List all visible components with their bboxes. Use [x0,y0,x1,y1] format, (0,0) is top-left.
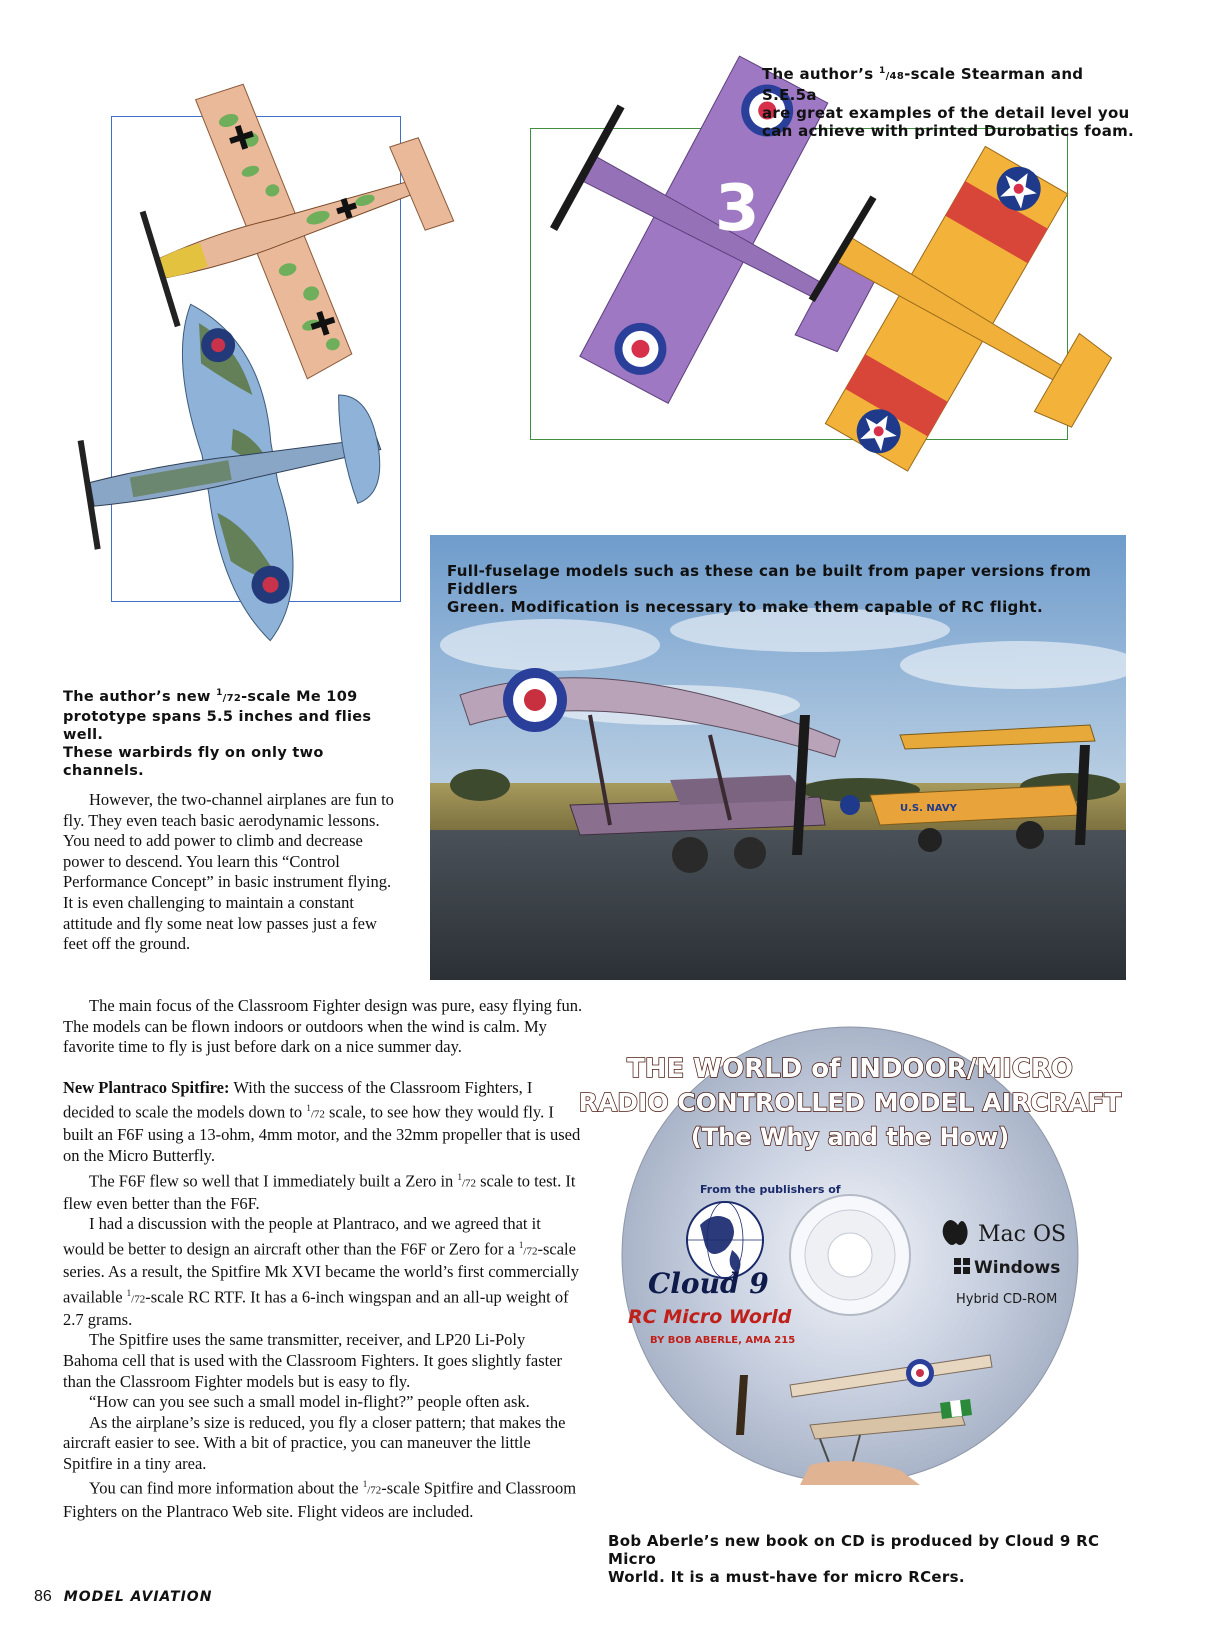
caption-text: The author’s new [63,688,217,705]
fraction-numerator: 1 [306,1103,311,1114]
article-paragraph [63,1078,583,1167]
fraction-numerator: 1 [362,1479,368,1490]
article-paragraph: The main focus of the Classroom Fighter design was pure, easy flying fun. The models can be flown indoors or outdoors when the wind is calm. My favorite time to fly is just before dark on a nice summer day. [63,996,583,1057]
se5a-number-marking: 3 [715,172,760,246]
article-paragraph [63,1214,583,1330]
caption-me109 [63,684,403,780]
section-lead: New Plantraco Spitfire: [63,1077,230,1097]
cd-brand-rc-micro-world: RC Micro World [628,1306,792,1328]
caption-text: prototype spans 5.5 inches and flies well. [63,708,372,743]
article-paragraph: However, the two-channel airplanes are fun to fly. They even teach basic aerodynamic lessons. You need to add power to climb and decrease power to descend. You learn this “Control Performance Concept” in basic instrument flying. It is even challenging to maintain a constant attitude and fly some neat low passes just a few feet off the ground. [63,790,394,954]
text-run: -scale series. As a result, the Spitfire Mk XVI became the world’s first commercially available [63,1239,579,1307]
page-number: 86 [34,1588,52,1605]
text-run: With the success of the Classroom Fighters, I decided to scale the models down to [63,1077,533,1122]
text-run: You can find more information about the [89,1478,363,1498]
article-column-top [63,790,403,955]
cd-brand-cloud9: Cloud 9 [648,1267,769,1300]
cd-title-line-1: THE WORLD of INDOOR/MICRO [626,1054,1074,1084]
text-run: The F6F flew so well that I immediately built a Zero in [89,1171,458,1191]
stearman-side-marking: U.S. NAVY [900,803,957,814]
cd-title-line-2: RADIO CONTROLLED MODEL AIRCRAFT [578,1088,1122,1117]
article-paragraph: The Spitfire uses the same transmitter, receiver, and LP20 Li-Poly Bahoma cell that is used with the Classroom Fighters. It goes slightly faster than the Classroom Fighter models but is easy to fly. [63,1330,563,1391]
fraction-denominator: /72 [131,1293,146,1306]
text-run: scale, to see how they would fly. I built an F6F using a 13-ohm, 4mm motor, and the 32mm propeller that is used on the Micro Butterfly. [63,1102,581,1166]
stearman-model-image [775,140,1110,470]
article-paragraph [63,1474,583,1522]
cd-os-windows: Windows [974,1258,1061,1278]
caption-text: World. It is a must-have for micro RCers. [608,1568,965,1586]
cd-os-mac: Mac OS [978,1222,1067,1247]
magazine-name: MODEL AVIATION [63,1589,213,1605]
fraction-denominator: /72 [461,1177,476,1190]
caption-text: Green. Modification is necessary to make them capable of RC flight. [447,598,1044,616]
fraction-numerator: 1 [216,688,223,698]
caption-text: -scale Me 109 [241,688,358,705]
caption-stearman-se5a [762,62,1142,140]
caption-text: Full-fuselage models such as these can be built from paper versions from Fiddlers [447,562,1092,598]
fraction-denominator: /72 [523,1245,538,1258]
caption-text: These warbirds fly on only two channels. [63,744,324,779]
text-run: I had a discussion with the people at Plantraco, and we agreed that it would be better to design an aircraft other than the F6F or Zero for a [63,1214,541,1259]
fraction-numerator: 1 [457,1171,462,1182]
spitfire-model-image [50,290,420,660]
caption-text: -scale Stearman and S.E.5a [762,65,1084,104]
caption-text: can achieve with printed Durobatics foam. [762,122,1135,140]
article-column-main [63,996,583,1522]
caption-text: are great examples of the detail level you [762,104,1130,122]
fraction-denominator: /72 [310,1108,325,1121]
fraction-denominator: /48 [885,71,905,82]
caption-text: Bob Aberle’s new book on CD is produced by Cloud 9 RC Micro [608,1532,1100,1568]
caption-text: The author’s [762,65,880,83]
text-run: -scale RC RTF. It has a 6-inch wingspan and an all-up weight of 2.7 grams. [63,1287,569,1329]
article-paragraph: “How can you see such a small model in-flight?” people often ask. [89,1392,530,1412]
article-paragraph [63,1167,583,1215]
cd-publisher-label: From the publishers of [700,1183,841,1196]
fraction-numerator: 1 [126,1287,132,1298]
cd-format: Hybrid CD-ROM [956,1292,1058,1307]
caption-cd [608,1532,1128,1586]
caption-fiddlers-green [447,562,1117,616]
fraction-numerator: 1 [879,66,886,76]
fraction-denominator: /72 [222,692,242,704]
fraction-numerator: 1 [518,1239,524,1250]
text-run: scale to test. It flew even better than the F6F. [63,1171,576,1213]
outdoor-biplanes-photo [430,535,1126,980]
fraction-denominator: /72 [367,1484,382,1497]
text-run: -scale Spitfire and Classroom Fighters on the Plantraco Web site. Flight videos are included. [63,1478,577,1521]
cd-title-line-3: (The Why and the How) [690,1123,1010,1151]
cd-rom-image [578,1025,1122,1485]
cd-author: BY BOB ABERLE, AMA 215 [650,1335,796,1346]
article-paragraph: As the airplane’s size is reduced, you fly a closer pattern; that makes the aircraft easier to see. With a bit of practice, you can maneuver the little Spitfire in a tiny area. [63,1412,566,1473]
page-footer [34,1588,212,1606]
